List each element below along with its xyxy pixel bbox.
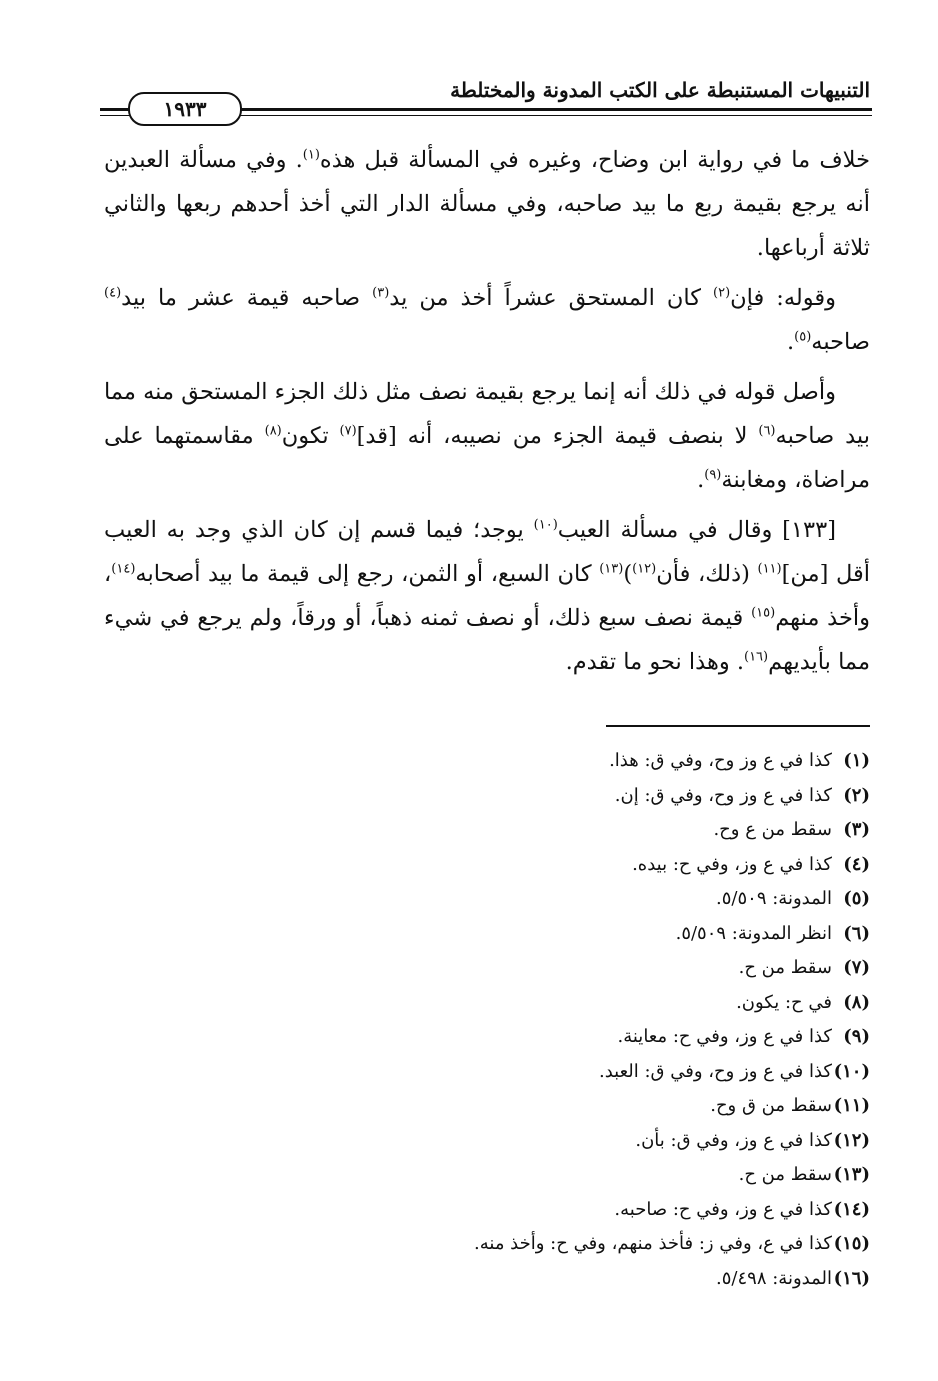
footnote-ref: (١٠) (533, 517, 558, 533)
footnote-item: (١٥)كذا في ع، وفي ز: فأخذ منهم، وفي ح: وأخذ منه. (474, 1233, 870, 1254)
footnote-ref: (١٢) (632, 561, 657, 577)
footnote-item: (٥)المدونة: ٥/٥٠٩. (716, 888, 870, 909)
footnote-item: (٢)كذا في ع وز وح، وفي ق: إن. (614, 784, 870, 806)
footnote-item: (٧)سقط من ح. (738, 957, 870, 978)
footnote-ref: (٢) (713, 285, 731, 301)
footnote-item: (٨)في ح: يكون. (736, 991, 870, 1013)
footnote-item: (١٢)كذا في ع وز، وفي ق: بأن. (635, 1129, 870, 1151)
footnote-ref: (٨) (264, 423, 282, 439)
footnote-item: (١٦)المدونة: ٥/٤٩٨. (716, 1267, 870, 1289)
footnote-ref: (١٣) (599, 561, 624, 577)
footnote-ref: (١٥) (751, 605, 776, 621)
footnote-item: (١٤)كذا في ع وز، وفي ح: صاحبه. (614, 1198, 870, 1220)
footnote-item: (١)كذا في ع وز وح، وفي ق: هذا. (609, 750, 870, 771)
paragraph-4: [١٣٣] وقال في مسألة العيب$^{(١٠)}$ يوجد؛ فيما قسم إن كان الذي وجد به العيب أقل [من]$^{(١١)}$ (ذلك، فأن$^{(١٢)}$)$^{(١٣)}$ كان السبع، أو الثمن، رجع إلى قيمة ما بيد أصحابه$^{(١٤)}$، وأخذ منهم$^{(١٥)}$ قيمة نصف سبع ذلك، أو نصف ثمنه ذهباً، أو ورقاً، ولم يرجع في شيء مما بأيديهم$^{(١٦)}$. وهذا نحو ما تقدم. (104, 517, 870, 675)
footnotes (170, 744, 870, 1296)
footnote-ref: (٦) (758, 423, 776, 439)
footnote-ref: (١) (302, 147, 320, 163)
paragraph-1: خلاف ما في رواية ابن وضاح، وغيره في المسألة قبل هذه$^{(١)}$. وفي مسألة العبدين أنه يرجع بقيمة ربع ما بيد صاحبه، وفي مسألة الدار التي أخذ أحدهم ربعها والثاني ثلاثة أرباعها. (104, 147, 870, 261)
footnote-ref: (٤) (104, 285, 122, 301)
footnote-ref: (٧) (339, 423, 357, 439)
footnote-ref: (٥) (794, 329, 812, 345)
footnote-item: (١٣)سقط من ح. (738, 1164, 870, 1185)
footnote-separator (606, 725, 870, 727)
footnote-item: (١١)سقط من ق وح. (710, 1095, 870, 1116)
paragraph-2: وقوله: فإن$^{(٢)}$ كان المستحق عشراً أخذ من يد$^{(٣)}$ صاحبه قيمة عشر ما بيد$^{(٤)}$ صاحبه$^{(٥)}$. (104, 285, 870, 355)
footnote-ref: (١٤) (111, 561, 136, 577)
footnote-ref: (٣) (372, 285, 390, 301)
footnote-ref: (١١) (757, 561, 782, 577)
footnote-ref: (١٦) (744, 649, 769, 665)
footnote-item: (٣)سقط من ع وح. (713, 819, 870, 840)
footnote-ref: (٩) (704, 467, 722, 483)
paragraph-3: وأصل قوله في ذلك أنه إنما يرجع بقيمة نصف مثل ذلك الجزء المستحق منه مما بيد صاحبه$^{(٦)}$ لا بنصف قيمة الجزء من نصيبه، أنه [قد]$^{(٧)}$ تكون$^{(٨)}$ مقاسمتهما على مراضاة، ومغابنة$^{(٩)}$. (104, 379, 870, 493)
running-title: التنبيهات المستنبطة على الكتب المدونة والمختلطة (450, 78, 870, 102)
footnote-item: (٩)كذا في ع وز، وفي ح: معاينة. (617, 1026, 870, 1047)
page-number: ١٩٣٣ (128, 92, 242, 126)
footnote-item: (١٠)كذا في ع وز وح، وفي ق: العبد. (598, 1060, 870, 1082)
footnote-item: (٤)كذا في ع وز، وفي ح: بيده. (632, 853, 870, 875)
main-text (104, 138, 870, 690)
footnote-item: (٦)انظر المدونة: ٥/٥٠٩. (675, 922, 870, 944)
